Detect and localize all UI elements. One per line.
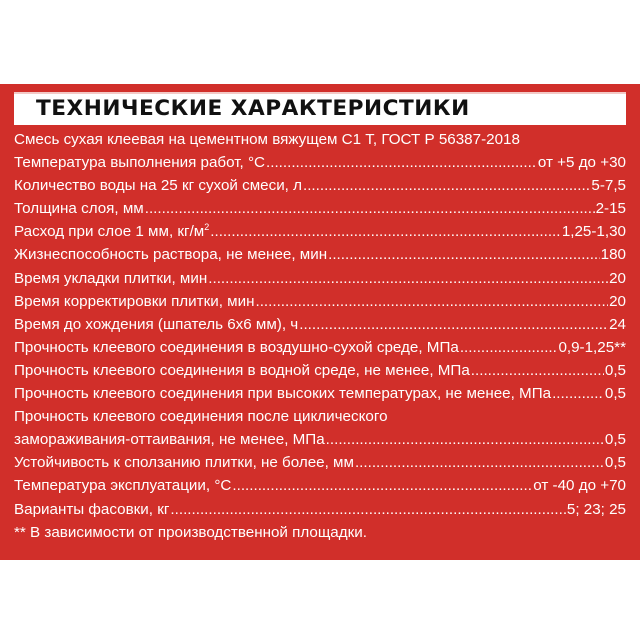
spec-value: 0,5 <box>604 361 626 379</box>
spec-label-line1: Прочность клеевого соединения после циклического <box>14 408 388 426</box>
dot-leader <box>145 197 595 220</box>
title-bar <box>14 92 626 125</box>
footnote-text: ** В зависимости от производственной площадки. <box>14 523 367 541</box>
dot-leader <box>210 220 561 243</box>
spec-value: 0,5 <box>604 454 626 472</box>
spec-row <box>14 451 626 474</box>
spec-row <box>14 267 626 290</box>
dot-leader <box>303 174 590 197</box>
spec-label: Прочность клеевого соединения в водной среде, не менее, МПа <box>14 361 470 379</box>
spec-value: от -40 до +70 <box>533 477 626 495</box>
spec-value: 20 <box>609 292 626 310</box>
specs-list <box>14 128 626 544</box>
spec-label: замораживания-оттаивания, не менее, МПа <box>14 431 325 449</box>
dot-leader <box>255 290 608 313</box>
spec-label: Варианты фасовки, кг <box>14 500 170 518</box>
superscript: 2 <box>204 222 210 233</box>
spec-row <box>14 290 626 313</box>
spec-value: 5-7,5 <box>591 177 626 195</box>
tech-specs-panel <box>0 84 640 560</box>
dot-leader <box>232 474 532 497</box>
spec-label: Прочность клеевого соединения при высоких температурах, не менее, МПа <box>14 385 552 403</box>
spec-label: Прочность клеевого соединения в воздушно-сухой среде, МПа <box>14 338 459 356</box>
dot-leader <box>552 382 604 405</box>
spec-value: 24 <box>609 315 626 333</box>
dot-leader <box>170 498 565 521</box>
spec-row <box>14 313 626 336</box>
spec-row <box>14 197 626 220</box>
dot-leader <box>266 151 537 174</box>
spec-label: Толщина слоя, мм <box>14 200 144 218</box>
dot-leader <box>299 313 608 336</box>
spec-label <box>14 220 209 243</box>
spec-value: 1,25-1,30 <box>561 223 626 241</box>
spec-value: 180 <box>600 246 626 264</box>
intro-text: Смесь сухая клеевая на цементном вяжущем С1 Т, ГОСТ Р 56387-2018 <box>14 131 520 148</box>
dot-leader <box>460 336 558 359</box>
dot-leader <box>328 243 600 266</box>
spec-value: 2-15 <box>595 200 626 218</box>
spec-value: 0,9-1,25** <box>558 338 626 356</box>
dot-leader <box>355 451 604 474</box>
spec-row <box>14 336 626 359</box>
spec-row <box>14 174 626 197</box>
spec-value: от +5 до +30 <box>537 154 626 172</box>
dot-leader <box>326 428 604 451</box>
spec-value: 5; 23; 25 <box>566 500 626 518</box>
spec-row <box>14 474 626 497</box>
spec-row <box>14 382 626 405</box>
spec-label: Температура эксплуатации, °С <box>14 477 232 495</box>
spec-row-line1 <box>14 405 626 428</box>
spec-row <box>14 359 626 382</box>
spec-row <box>14 243 626 266</box>
spec-label: Температура выполнения работ, °С <box>14 154 265 172</box>
dot-leader <box>471 359 604 382</box>
spec-label: Количество воды на 25 кг сухой смеси, л <box>14 177 302 195</box>
intro-line <box>14 128 626 151</box>
spec-row <box>14 498 626 521</box>
spec-label: Жизнеспособность раствора, не менее, мин <box>14 246 328 264</box>
spec-label: Устойчивость к сползанию плитки, не более, мм <box>14 454 354 472</box>
spec-row <box>14 428 626 451</box>
spec-value: 0,5 <box>604 431 626 449</box>
page-title: ТЕХНИЧЕСКИЕ ХАРАКТЕРИСТИКИ <box>36 96 470 120</box>
spec-row <box>14 151 626 174</box>
spec-label: Время до хождения (шпатель 6х6 мм), ч <box>14 315 299 333</box>
spec-label: Время укладки плитки, мин <box>14 269 208 287</box>
spec-value: 20 <box>609 269 626 287</box>
footnote <box>14 521 626 544</box>
spec-row <box>14 220 626 243</box>
spec-value: 0,5 <box>604 385 626 403</box>
spec-label-text: Расход при слое 1 мм, кг/м <box>14 223 205 241</box>
dot-leader <box>208 267 608 290</box>
spec-label: Время корректировки плитки, мин <box>14 292 255 310</box>
